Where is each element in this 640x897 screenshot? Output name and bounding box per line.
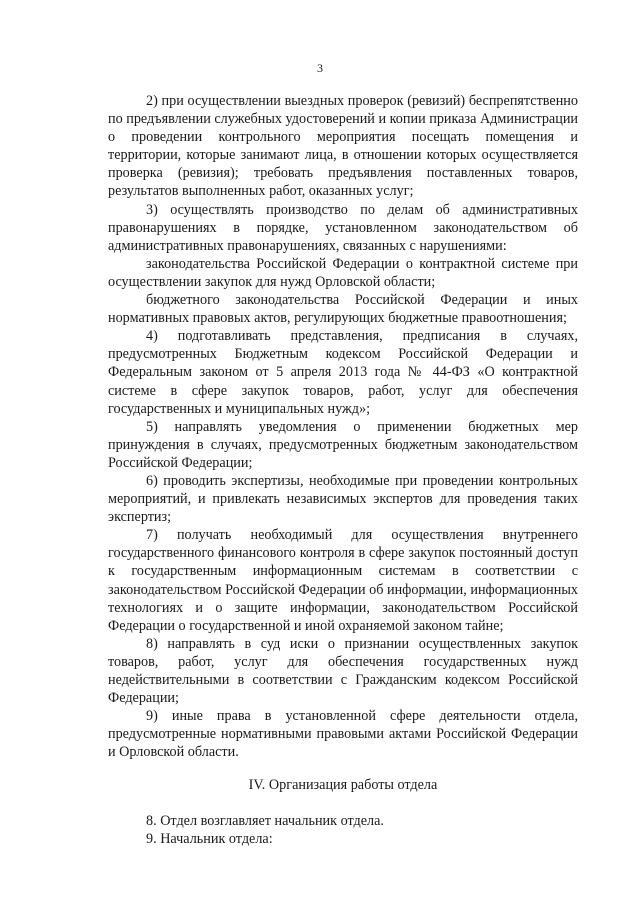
paragraph-procurement-law: законодательства Российской Федерации о контрактной системе при осуществлении закупок для нужд Орловской области;: [108, 255, 578, 290]
paragraph-budget-law: бюджетного законодательства Российской Федерации и иных нормативных правовых актов, регулирующих бюджетные правоотношения;: [108, 292, 578, 327]
paragraph-item-9: 9. Начальник отдела:: [146, 830, 273, 847]
page-number: 3: [317, 61, 323, 75]
paragraph-rights-8: 8) направлять в суд иски о признании осуществленных закупок товаров, работ, услуг для обеспечения государственных нужд недействительными в соответствии с Гражданским кодексом Российской Федерации;: [108, 635, 578, 707]
paragraph-rights-6: 6) проводить экспертизы, необходимые при проведении контрольных мероприятий, и привлекать независимых экспертов для проведения таких экспертиз;: [108, 472, 578, 526]
paragraph-item-8: 8. Отдел возглавляет начальник отдела.: [146, 812, 384, 829]
paragraph-rights-4: 4) подготавливать представления, предписания в случаях, предусмотренных Бюджетным кодексом Российской Федерации и Федеральным законом от 5 апреля 2013 года № 44-ФЗ «О контрактной системе в сфере закупок товаров, работ, услуг для обеспечения государственных и муниципальных нужд»;: [108, 328, 578, 417]
paragraph-rights-3: 3) осуществлять производство по делам об административных правонарушениях в порядке, установленном законодательством об административных правонарушениях, связанных с нарушениями:: [108, 201, 578, 254]
paragraph-rights-5: 5) направлять уведомления о применении бюджетных мер принуждения в случаях, предусмотренных бюджетным законодательством Российской Федерации;: [108, 418, 578, 471]
document-body: [108, 92, 578, 848]
paragraph-rights-9: 9) иные права в установленной сфере деятельности отдела, предусмотренные нормативными правовыми актами Российской Федерации и Орловской области.: [108, 708, 578, 761]
section-heading: IV. Организация работы отдела: [248, 777, 438, 794]
paragraph-rights-2: 2) при осуществлении выездных проверок (ревизий) беспрепятственно по предъявлении служебных удостоверений и копии приказа Администрации о проведении контрольного мероприятия посещать помещения и территории, которые занимают лица, в отношении которых осуществляется проверка (ревизия); требовать предъявления поставленных товаров, результатов выполненных работ, оказанных услуг;: [108, 93, 578, 200]
paragraph-rights-7: 7) получать необходимый для осуществления внутреннего государственного финансового контроля в сфере закупок постоянный доступ к государственным информационным системам в соответствии с законодательством Российской Федерации об информации, информационных технологиях и о защите информации, законодательством Российской Федерации о государственной и иной охраняемой законом тайне;: [108, 527, 578, 634]
